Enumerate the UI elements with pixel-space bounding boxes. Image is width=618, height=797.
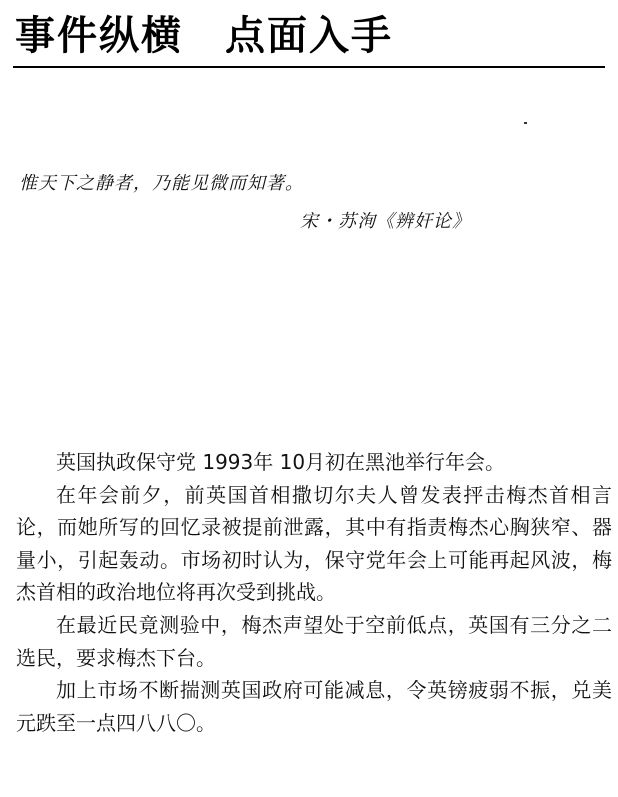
paragraph: 英国执政保守党 1993年 10月初在黑池举行年会。: [56, 450, 506, 474]
body-text: [16, 446, 612, 739]
page-title: 事件纵横 点面入手: [15, 13, 393, 59]
paragraph: 加上市场不断揣测英国政府可能减息，令英镑疲弱不振，兑美元跌至一点四八八〇。: [16, 678, 612, 735]
page-header: [13, 6, 605, 68]
paragraph: 在最近民竟测验中，梅杰声望处于空前低点，英国有三分之二选民，要求梅杰下台。: [16, 612, 612, 670]
print-speck: [524, 122, 527, 124]
header-rule: [13, 66, 605, 68]
epigraph-quote: 惟天下之静者，乃能见微而知著。: [19, 173, 304, 194]
epigraph-source: 宋・苏洵《辨奸论》: [300, 211, 471, 232]
paragraph: 在年会前夕，前英国首相撒切尔夫人曾发表抨击梅杰首相言论，而她所写的回忆录被提前泄露，其中有指责梅杰心胸狭窄、器量小，引起轰动。市场初时认为，保守党年会上可能再起风波，梅杰首相的政治地位将再次受到挑战。: [16, 482, 612, 605]
